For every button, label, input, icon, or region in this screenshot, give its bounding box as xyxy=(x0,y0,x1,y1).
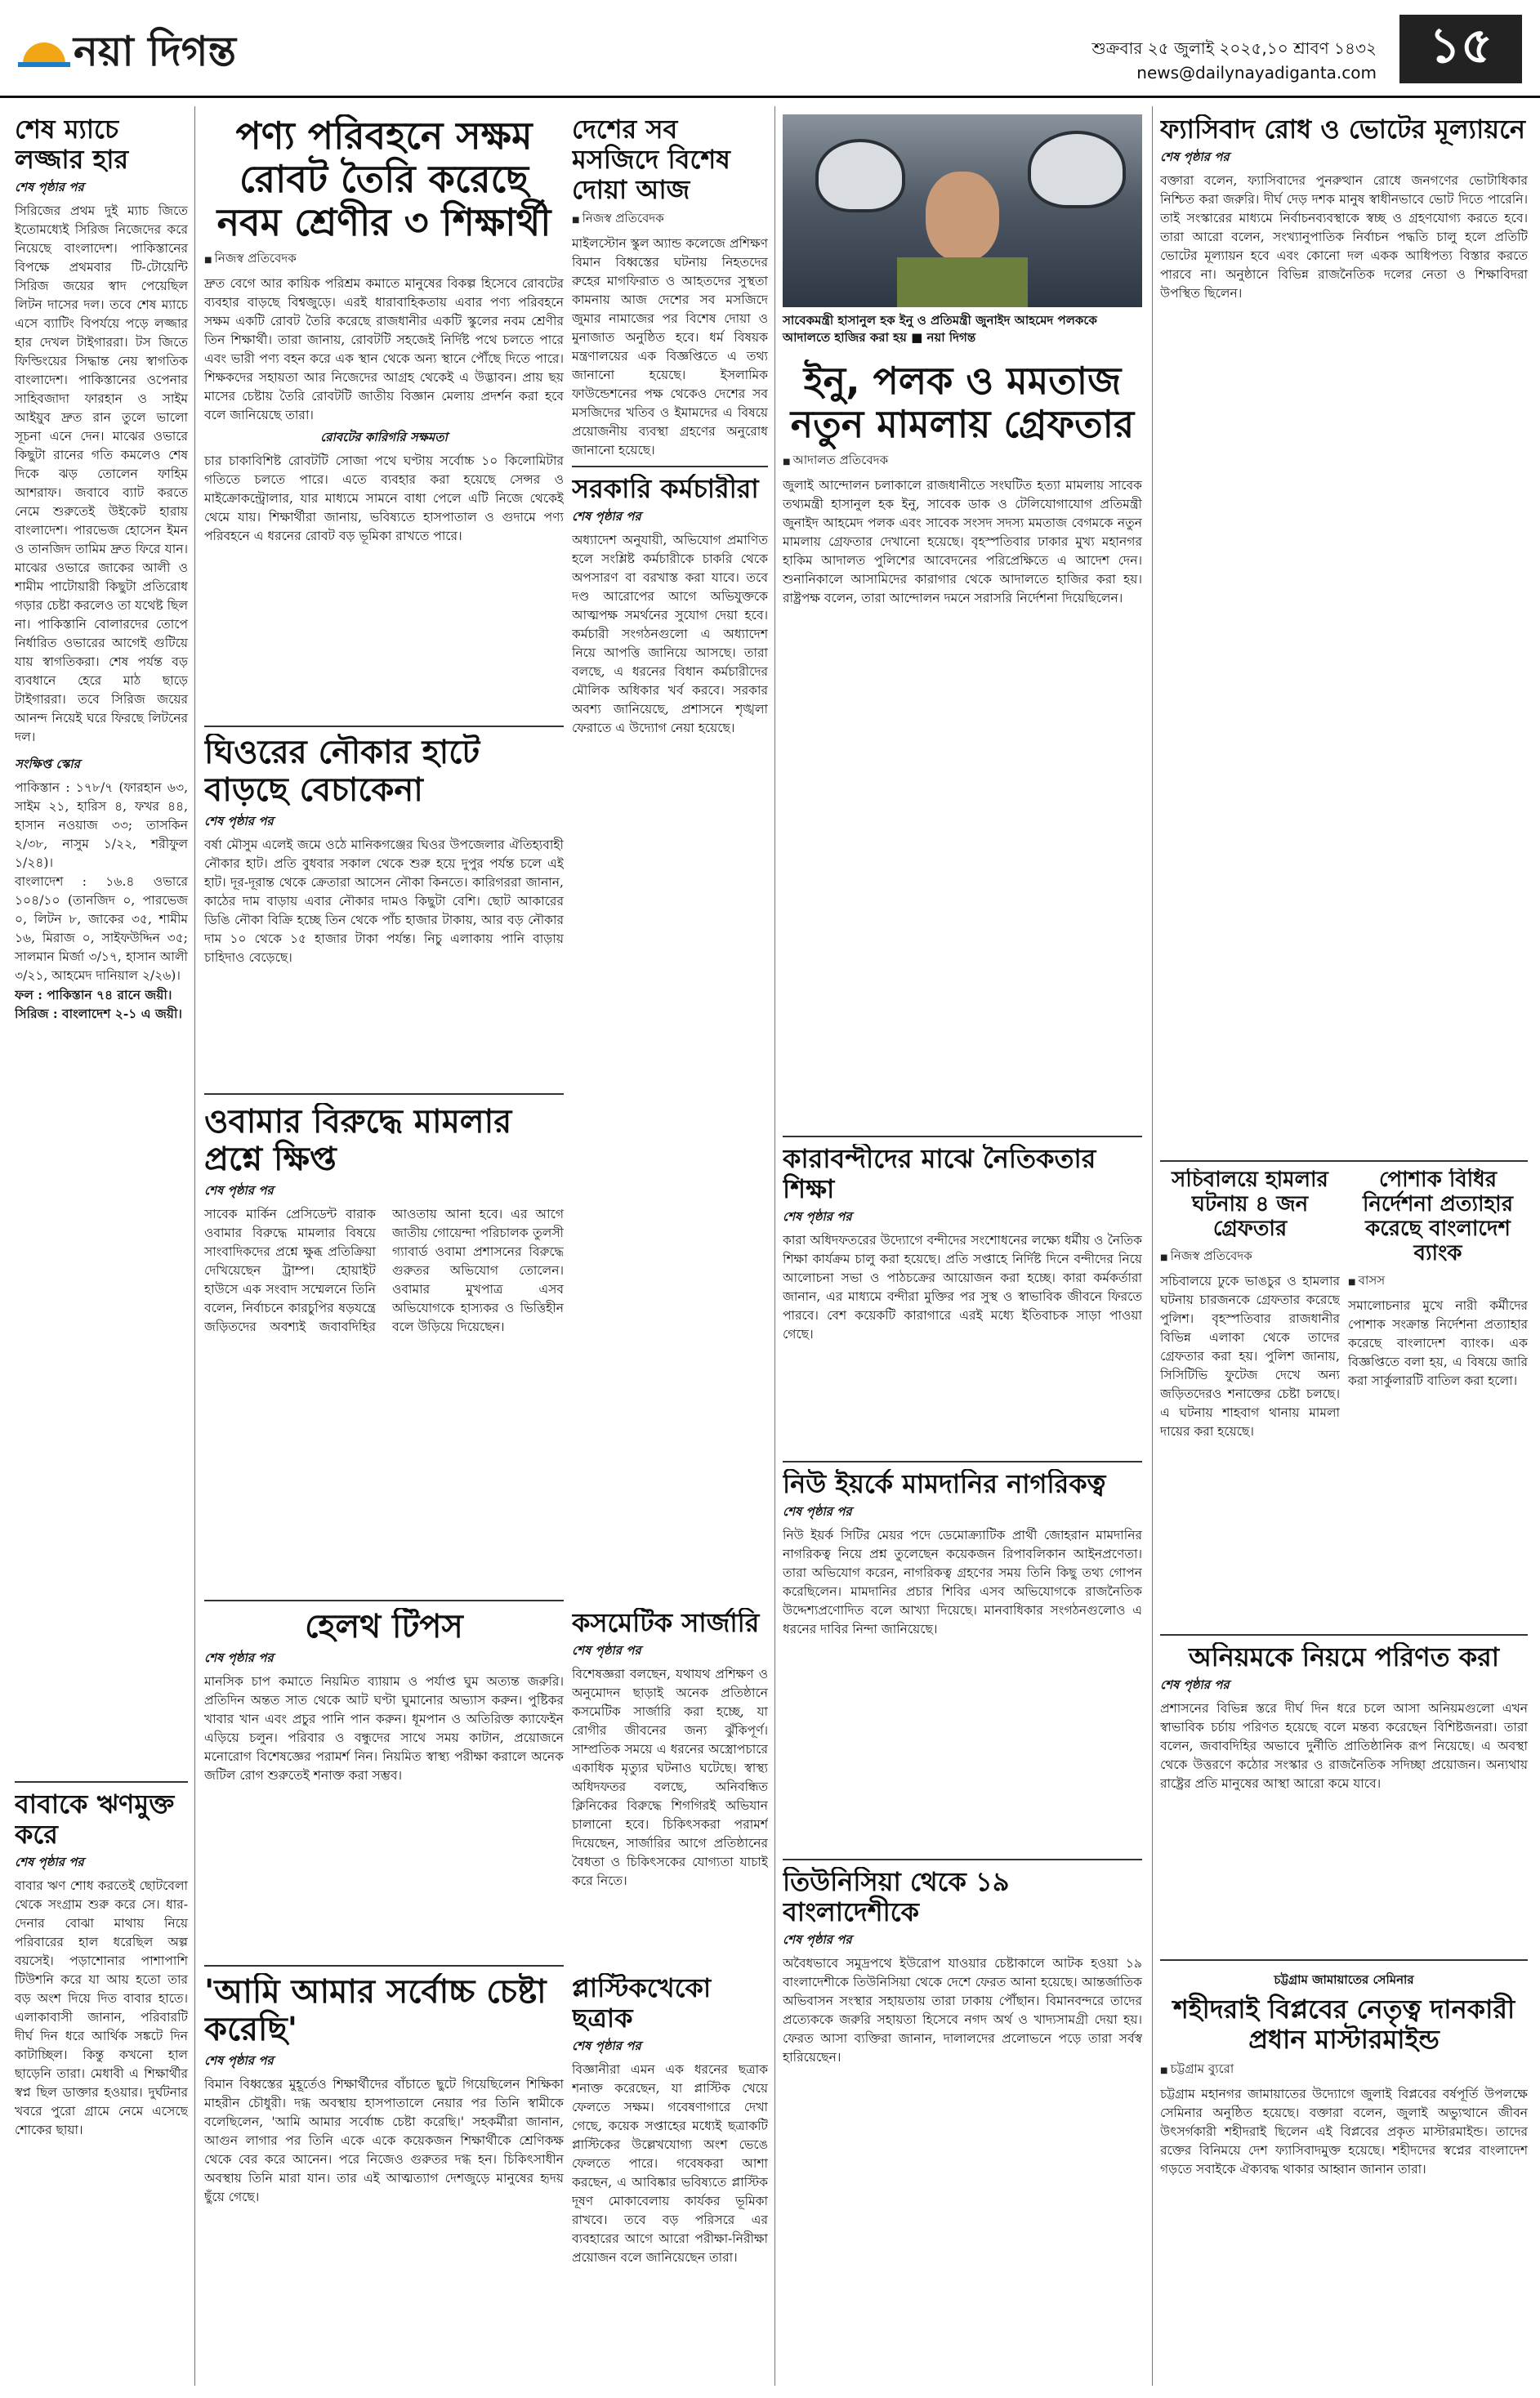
page-number: ১৫ xyxy=(1399,15,1522,83)
continued-label: শেষ পৃষ্ঠার পর xyxy=(572,1642,641,1658)
article-headline[interactable]: 'আমি আমার সর্বোচ্চ চেষ্টা করেছি' xyxy=(204,1973,547,2048)
article-headline[interactable]: সরকারি কর্মচারীরা xyxy=(572,474,759,504)
police-helmet-icon xyxy=(815,139,905,212)
article-inu-palak[interactable] xyxy=(783,359,1142,1128)
byline: ■ নিজস্ব প্রতিবেদক xyxy=(204,249,564,270)
continued-label: শেষ পৃষ্ঠার পর xyxy=(15,179,84,194)
person-shirt-icon xyxy=(897,257,1028,307)
article-irregularity[interactable] xyxy=(1160,1642,1528,1953)
article-body: সচিবালয়ে ঢুকে ভাঙচুর ও হামলার ঘটনায় চারজনকে গ্রেফতার করেছে পুলিশ। বৃহস্পতিবার রাজধানীর বিভিন্ন এলাকা থেকে তাদের গ্রেফতার করা হয়। পুলিশ জানায়, সিসিটিভি ফুটেজ দেখে অন্য জড়িতদেরও শনাক্তের চেষ্টা চলছে। এ ঘটনায় শাহবাগ থানায় মামলা দায়ের করা হয়েছে। xyxy=(1160,1273,1340,1439)
score-bangladesh: বাংলাদেশ : ১৬.৪ ওভারে ১০৪/১০ (তানজিদ ০, পারভেজ ০, লিটন ৮, জাকের ৩৫, শামীম ১৬, মিরাজ ০, সাইফউদ্দিন ৩৫; সালমান মির্জা ৩/১৭, হাসান আলী ৩/২১, আহমেদ দানিয়াল ২/২৬)। xyxy=(15,873,188,983)
article-headline[interactable]: সচিবালয়ে হামলার ঘটনায় ৪ জন গ্রেফতার xyxy=(1172,1168,1328,1241)
continued-label: শেষ পৃষ্ঠার পর xyxy=(572,508,641,524)
article-father-debt[interactable] xyxy=(15,1789,188,2378)
article-body: বক্তারা বলেন, ফ্যাসিবাদের পুনরুত্থান রোধে জনগণের ভোটাধিকার নিশ্চিত করা জরুরি। দীর্ঘ দেড় দশক মানুষ স্বাধীনভাবে ভোট দিতে পারেনি। তাই সংস্কারের মাধ্যমে নির্বাচনব্যবস্থাকে স্বচ্ছ ও গ্রহণযোগ্য করতে হবে। তারা আরো বলেন, সংখ্যানুপাতিক নির্বাচন পদ্ধতি চালু হলে প্রতিটি ভোটের মূল্যায়ন হবে এবং কোনো দল একক আধিপত্য বিস্তার করতে পারবে না। অনুষ্ঠানে বিভিন্ন রাজনৈতিক দলের নেতা ও শিক্ষাবিদরা উপস্থিত ছিলেন। xyxy=(1160,172,1528,301)
article-divider xyxy=(1160,1959,1528,1961)
article-body: বাবার ঋণ শোধ করতেই ছোটবেলা থেকে সংগ্রাম শুরু করে সে। ধার-দেনার বোঝা মাথায় নিয়ে পরিবারের হাল ধরেছিল অল্প বয়সেই। পড়াশোনার পাশাপাশি টিউশনি করে যা আয় হতো তার বড় অংশ দিয়ে দিত বাবার হাতে। এলাকাবাসী জানান, পরিবারটি দীর্ঘ দিন ধরে আর্থিক সঙ্কটে দিন কাটাচ্ছিল। কিন্তু কখনো হাল ছাড়েনি তারা। মেধাবী এ শিক্ষার্থীর স্বপ্ন ছিল ডাক্তার হওয়ার। দুর্ঘটনার খবরে পুরো গ্রামে নেমে এসেছে শোকের ছায়া। xyxy=(15,1878,188,2137)
article-body: মাইলস্টোন স্কুল অ্যান্ড কলেজে প্রশিক্ষণ বিমান বিধ্বস্তের ঘটনায় নিহতদের রুহের মাগফিরাত ও আহতদের সুস্থতা কামনায় আজ দেশের সব মসজিদে জুমার নামাজের পর বিশেষ দোয়া ও মুনাজাত অনুষ্ঠিত হবে। ধর্ম বিষয়ক মন্ত্রণালয়ের এক বিজ্ঞপ্তিতে এ তথ্য জানানো হয়েছে। ইসলামিক ফাউন্ডেশনের পক্ষ থেকেও দেশের সব মসজিদের খতিব ও ইমামদের এ বিষয়ে প্রয়োজনীয় ব্যবস্থা গ্রহণের অনুরোধ জানানো হয়েছে। xyxy=(572,236,768,458)
byline: ■ নিজস্ব প্রতিবেদক xyxy=(1160,1247,1340,1267)
byline: ■ আদালত প্রতিবেদক xyxy=(783,451,1142,471)
article-body: বিজ্ঞানীরা এমন এক ধরনের ছত্রাক শনাক্ত করেছেন, যা প্লাস্টিক খেয়ে ফেলতে সক্ষম। গবেষণাগারে দেখা গেছে, কয়েক সপ্তাহের মধ্যেই ছত্রাকটি প্লাস্টিকের উল্লেখযোগ্য অংশ ভেঙে ফেলতে পারে। গবেষকরা আশা করছেন, এ আবিষ্কার ভবিষ্যতে প্লাস্টিক দূষণ মোকাবেলায় কার্যকর ভূমিকা রাখবে। তবে বড় পরিসরে এর ব্যবহারের আগে আরো পরীক্ষা-নিরীক্ষা প্রয়োজন বলে জানিয়েছেন তারা। xyxy=(572,2061,768,2265)
article-headline[interactable]: শহীদরাই বিপ্লবের নেতৃত্ব দানকারী প্রধান মাস্টারমাইন্ড xyxy=(1172,1994,1515,2055)
article-headline[interactable]: কারাবন্দীদের মাঝে নৈতিকতার শিক্ষা xyxy=(783,1144,1096,1204)
continued-label: শেষ পৃষ্ঠার পর xyxy=(783,1503,852,1519)
byline: ■ বাসস xyxy=(1348,1271,1528,1292)
article-divider xyxy=(783,1859,1142,1860)
issue-date: শুক্রবার ২৫ জুলাই ২০২৫,১০ শ্রাবণ ১৪৩২ xyxy=(1091,38,1377,58)
photo-caption: সাবেকমন্ত্রী হাসানুল হক ইনু ও প্রতিমন্ত্রী জুনাইদ আহমেদ পলককে আদালতে হাজির করা হয় ■ নয়া দিগন্ত xyxy=(783,313,1097,345)
article-body: প্রশাসনের বিভিন্ন স্তরে দীর্ঘ দিন ধরে চলে আসা অনিয়মগুলো এখন স্বাভাবিক চর্চায় পরিণত হয়েছে বলে মন্তব্য করেছেন বিশিষ্টজনরা। তারা বলেন, জবাবদিহির অভাবে দুর্নীতি প্রাতিষ্ঠানিক রূপ নিয়েছে। এ অবস্থা থেকে উত্তরণে কঠোর সংস্কার ও রাজনৈতিক সদিচ্ছা প্রয়োজন। অন্যথায় রাষ্ট্রের প্রতি মানুষের আস্থা আরো কমে যাবে। xyxy=(1160,1700,1528,1791)
article-body: জুলাই আন্দোলন চলাকালে রাজধানীতে সংঘটিত হত্যা মামলায় সাবেক তথ্যমন্ত্রী হাসানুল হক ইনু, সাবেক ডাক ও টেলিযোগাযোগ প্রতিমন্ত্রী জুনাইদ আহমেদ পলক এবং সাবেক সংসদ সদস্য মমতাজ বেগমকে নতুন মামলায় গ্রেফতার দেখানো হয়েছে। বৃহস্পতিবার ঢাকার মুখ্য মহানগর হাকিম আদালত পুলিশের আবেদনের পরিপ্রেক্ষিতে এ আদেশ দেন। শুনানিকালে আসামিদের কারাগার থেকে আদালতে হাজির করা হয়। রাষ্ট্রপক্ষ বলেন, তারা আন্দোলন দমনে সরাসরি নির্দেশনা দিয়েছিলেন। xyxy=(783,477,1142,605)
article-headline[interactable]: তিউনিসিয়া থেকে ১৯ বাংলাদেশীকে xyxy=(783,1867,1010,1927)
article-body: সিরিজের প্রথম দুই ম্যাচ জিতে ইতোমধ্যেই সিরিজ নিজেদের করে নিয়েছে বাংলাদেশ। পাকিস্তানের বিপক্ষে প্রথমবার টি-টোয়েন্টি সিরিজ জয়ের স্বাদ পেয়েছিল লিটন দাসের দল। তবে শেষ ম্যাচে এসে ব্যাটিং বিপর্যয়ে পড়ে লজ্জার হার দেখল টাইগাররা। টস জিতে ফিল্ডিংয়ের সিদ্ধান্ত নেয় স্বাগতিক বাংলাদেশ। পাকিস্তানের ওপেনার সাহিবজাদা ফারহান ও সাইম আইয়ুব দ্রুত রান তুলে ভালো সূচনা এনে দেন। মাঝের ওভারে কিছুটা রানের গতি কমলেও শেষ দিকে ঝড় তোলেন ফাহিম আশরাফ। জবাবে ব্যাট করতে নেমে শুরুতেই উইকেট হারায় বাংলাদেশ। পারভেজ হোসেন ইমন ও তানজিদ তামিম দ্রুত ফিরে যান। মাঝের ওভারে জাকের আলী ও শামীম পাটোয়ারী কিছুটা প্রতিরোধ গড়ার চেষ্টা করলেও তা যথেষ্ট ছিল না। পাকিস্তানি বোলারদের তোপে নির্ধারিত ওভারের আগেই গুটিয়ে যায় স্বাগতিকরা। শেষ পর্যন্ত বড় ব্যবধানে হেরে মাঠ ছাড়ে টাইগাররা। তবে সিরিজ জয়ের আনন্দ নিয়েই ঘরে ফিরছে লিটনের দল। xyxy=(15,203,188,744)
article-body: বিমান বিধ্বস্তের মুহূর্তেও শিক্ষার্থীদের বাঁচাতে ছুটে গিয়েছিলেন শিক্ষিকা মাহরীন চৌধুরী। দগ্ধ অবস্থায় হাসপাতালে নেয়ার পর তিনি স্বামীকে বলেছিলেন, 'আমি আমার সর্বোচ্চ চেষ্টা করেছি।' সহকর্মীরা জানান, আগুন লাগার পর তিনি একে একে কয়েকজন শিক্ষার্থীকে শ্রেণিকক্ষ থেকে বের করে আনেন। পরে নিজেও গুরুতর দগ্ধ হন। চিকিৎসাধীন অবস্থায় তিনি মারা যান। তার এই আত্মত্যাগ দেশজুড়ে মানুষের হৃদয় ছুঁয়ে গেছে। xyxy=(204,2077,564,2204)
continued-label: শেষ পৃষ্ঠার পর xyxy=(204,2053,274,2068)
article-headline[interactable]: নিউ ইয়র্কে মামদানির নাগরিকত্ব xyxy=(783,1469,1106,1499)
caption-text: সাবেকমন্ত্রী হাসানুল হক ইনু ও প্রতিমন্ত্রী জুনাইদ আহমেদ পলককে আদালতে হাজির করা হয় xyxy=(783,313,1097,345)
article-divider xyxy=(783,1461,1142,1462)
continued-label: শেষ পৃষ্ঠার পর xyxy=(204,1183,274,1198)
article-body: বর্ষা মৌসুম এলেই জমে ওঠে মানিকগঞ্জের ঘিওর উপজেলার ঐতিহ্যবাহী নৌকার হাট। প্রতি বুধবার সকাল থেকে শুরু হয়ে দুপুর পর্যন্ত চলে এই হাট। দূর-দূরান্ত থেকে ক্রেতারা আসেন নৌকা কিনতে। কারিগররা জানান, কাঠের দাম বাড়ায় এবার নৌকার দামও কিছুটা বেশি। ছোট আকারের ডিঙি নৌকা বিক্রি হচ্ছে তিন থেকে পাঁচ হাজার টাকায়, আর বড় নৌকার দাম ১০ থেকে ১৫ হাজার টাকা পর্যন্ত। নিচু এলাকায় পানি বাড়ায় চাহিদাও বেড়েছে। xyxy=(204,837,564,965)
article-headline[interactable]: ইনু, পলক ও মমতাজ নতুন মামলায় গ্রেফতার xyxy=(790,359,1135,446)
column-divider xyxy=(774,106,775,2386)
article-health-tips[interactable] xyxy=(204,1608,564,1959)
article-divider xyxy=(204,726,564,727)
article-tunisia[interactable] xyxy=(783,1867,1142,2382)
masthead xyxy=(0,0,1540,98)
article-body: বিশেষজ্ঞরা বলছেন, যথাযথ প্রশিক্ষণ ও অনুমোদন ছাড়াই অনেক প্রতিষ্ঠানে কসমেটিক সার্জারি করা হচ্ছে, যা রোগীর জীবনের জন্য ঝুঁকিপূর্ণ। সাম্প্রতিক সময়ে এ ধরনের অস্ত্রোপচারে একাধিক মৃত্যুর ঘটনাও ঘটেছে। স্বাস্থ্য অধিদফতর বলছে, অনিবন্ধিত ক্লিনিকের বিরুদ্ধে শিগগিরই অভিযান চালানো হবে। চিকিৎসকরা পরামর্শ দিয়েছেন, সার্জারির আগে প্রতিষ্ঠানের বৈধতা ও চিকিৎসকের যোগ্যতা যাচাই করে নিতে। xyxy=(572,1666,768,1888)
column-divider xyxy=(194,106,195,2386)
article-kicker: চট্টগ্রাম জামায়াতের সেমিনার xyxy=(1274,1972,1414,1987)
contact-email[interactable]: news@dailynayadiganta.com xyxy=(1136,63,1377,83)
byline: ■ চট্টগ্রাম ব্যুরো xyxy=(1160,2060,1528,2080)
article-prisoners[interactable] xyxy=(783,1144,1142,1454)
byline: ■ নিজস্ব প্রতিবেদক xyxy=(572,209,768,230)
article-divider xyxy=(572,466,768,467)
article-headline[interactable]: পণ্য পরিবহনে সক্ষম রোবট তৈরি করেছে নবম শ্রেণীর ৩ শিক্ষার্থী xyxy=(216,114,551,244)
article-body: সমালোচনার মুখে নারী কর্মীদের পোশাক সংক্রান্ত নির্দেশনা প্রত্যাহার করেছে বাংলাদেশ ব্যাংক। এক বিজ্ঞপ্তিতে বলা হয়, এ বিষয়ে জারি করা সার্কুলারটি বাতিল করা হলো। xyxy=(1348,1297,1528,1388)
score-pakistan: পাকিস্তান : ১৭৮/৭ (ফারহান ৬৩, সাইম ২১, হারিস ৪, ফখর ৪৪, হাসান নওয়াজ ৩৩; তাসকিন ২/৩৮, নাসুম ১/২২, শরীফুল ১/২৪)। xyxy=(15,779,188,870)
column-divider xyxy=(1152,106,1153,2386)
article-headline[interactable]: ওবামার বিরুদ্ধে মামলার প্রশ্নে ক্ষিপ্ত xyxy=(204,1103,512,1178)
scoreboard-title: সংক্ষিপ্ত স্কোর xyxy=(15,756,80,771)
continued-label: শেষ পৃষ্ঠার পর xyxy=(1160,149,1230,164)
article-headline[interactable]: পোশাক বিধির নির্দেশনা প্রত্যাহার করেছে বাংলাদেশ ব্যাংক xyxy=(1362,1168,1514,1266)
article-cosmetic-surgery[interactable] xyxy=(572,1608,768,1959)
article-secretariat[interactable] xyxy=(1160,1168,1340,1626)
article-headline[interactable]: হেলথ টিপস xyxy=(305,1608,463,1646)
article-headline[interactable]: প্লাস্টিকখেকো ছত্রাক xyxy=(572,1973,712,2034)
sun-logo-icon xyxy=(18,39,70,72)
continued-label: শেষ পৃষ্ঠার পর xyxy=(783,1208,852,1224)
article-subhead: রোবটের কারিগরি সক্ষমতা xyxy=(320,429,448,444)
continued-label: শেষ পৃষ্ঠার পর xyxy=(15,1854,84,1869)
continued-label: শেষ পৃষ্ঠার পর xyxy=(1160,1677,1230,1692)
article-govt-employees[interactable] xyxy=(572,474,768,1078)
article-obama[interactable] xyxy=(204,1103,564,1593)
article-body: মানসিক চাপ কমাতে নিয়মিত ব্যায়াম ও পর্যাপ্ত ঘুম অত্যন্ত জরুরি। প্রতিদিন অন্তত সাত থেকে আট ঘণ্টা ঘুমানোর অভ্যাস করুন। পুষ্টিকর খাবার খান এবং প্রচুর পানি পান করুন। ধূমপান ও অতিরিক্ত ক্যাফেইন এড়িয়ে চলুন। পরিবার ও বন্ধুদের সাথে সময় কাটান, প্রয়োজনে মনোরোগ বিশেষজ্ঞের পরামর্শ নিন। নিয়মিত স্বাস্থ্য পরীক্ষা করালে অনেক জটিল রোগ শুরুতেই শনাক্ত করা সম্ভব। xyxy=(204,1674,564,1783)
article-body-2: চার চাকাবিশিষ্ট রোবটটি সোজা পথে ঘণ্টায় সর্বোচ্চ ১০ কিলোমিটার গতিতে চলতে পারে। এতে ব্যবহার করা হয়েছে সেন্সর ও মাইক্রোকন্ট্রোলার, যার মাধ্যমে সামনে বাধা পেলে এটি নিজে থেকেই থেমে যায়। শিক্ষার্থীরা জানায়, ভবিষ্যতে হাসপাতাল ও গুদামে পণ্য পরিবহনে এ ধরনের রোবট বড় ভূমিকা রাখতে পারে। xyxy=(204,453,564,543)
article-mosque-prayer[interactable] xyxy=(572,114,768,458)
article-robot[interactable] xyxy=(204,114,564,719)
police-helmet-icon xyxy=(1028,131,1126,208)
article-divider xyxy=(15,1781,188,1783)
article-teacher[interactable] xyxy=(204,1973,564,2382)
article-divider xyxy=(204,1965,564,1967)
newspaper-logo[interactable] xyxy=(18,21,236,89)
news-photo[interactable] xyxy=(783,114,1142,307)
article-body: দ্রুত বেগে আর কায়িক পরিশ্রম কমাতে মানুষের বিকল্প হিসেবে রোবটের ব্যবহার বাড়ছে বিশ্বজুড়ে। এরই ধারাবাহিকতায় এবার পণ্য পরিবহনে সক্ষম একটি রোবট তৈরি করেছে রাজধানীর একটি স্কুলের নবম শ্রেণীর তিন শিক্ষার্থী। তারা জানায়, রোবটটি সহজেই নির্দিষ্ট পথে চলতে পারে এবং ভারী পণ্য বহন করে এক স্থান থেকে অন্য স্থানে পৌঁছে দিতে পারে। শিক্ষকদের সহায়তা আর নিজেদের আগ্রহ থেকেই এ উদ্ভাবন। প্রায় ছয় মাসের চেষ্টায় তৈরি রোবটটি জাতীয় বিজ্ঞান মেলায় প্রদর্শন করা হবে বলে জানিয়েছে তারা। xyxy=(204,275,564,422)
article-body: সাবেক মার্কিন প্রেসিডেন্ট বারাক ওবামার বিরুদ্ধে মামলার বিষয়ে সাংবাদিকদের প্রশ্নে ক্ষুব্ধ প্রতিক্রিয়া দেখিয়েছেন ট্রাম্প। হোয়াইট হাউসে এক সংবাদ সম্মেলনে তিনি বলেন, নির্বাচনে কারচুপির ষড়যন্ত্রে জড়িতদের অবশ্যই জবাবদিহির আওতায় আনা হবে। এর আগে জাতীয় গোয়েন্দা পরিচালক তুলসী গ্যাবার্ড ওবামা প্রশাসনের বিরুদ্ধে গুরুতর অভিযোগ তোলেন। ওবামার মুখপাত্র এসব অভিযোগকে হাস্যকর ও ভিত্তিহীন বলে উড়িয়ে দিয়েছেন। xyxy=(204,1207,564,1334)
article-headline[interactable]: অনিয়মকে নিয়মে পরিণত করা xyxy=(1188,1642,1500,1672)
person-face-icon xyxy=(926,172,999,261)
article-headline[interactable]: ফ্যাসিবাদ রোধ ও ভোটের মূল্যায়নে xyxy=(1160,114,1526,145)
article-headline[interactable]: ঘিওরের নৌকার হাটে বাড়ছে বেচাকেনা xyxy=(204,734,480,809)
article-mamdani[interactable] xyxy=(783,1469,1142,1853)
dateline xyxy=(1092,36,1377,85)
article-dress-code[interactable] xyxy=(1348,1168,1528,1626)
article-divider xyxy=(783,1136,1142,1137)
article-body: চট্টগ্রাম মহানগর জামায়াতের উদ্যোগে জুলাই বিপ্লবের বর্ষপূর্তি উপলক্ষে সেমিনার অনুষ্ঠিত হয়েছে। বক্তারা বলেন, জুলাই অভ্যুত্থানে জীবন উৎসর্গকারী শহীদরাই ছিলেন এই বিপ্লবের প্রকৃত মাস্টারমাইন্ড। তাদের রক্তের বিনিময়ে দেশ ফ্যাসিবাদমুক্ত হয়েছে। শহীদদের স্বপ্নের বাংলাদেশ গড়তে সবাইকে ঐক্যবদ্ধ থাকার আহ্বান জানান তারা। xyxy=(1160,2086,1528,2177)
article-body: অধ্যাদেশ অনুযায়ী, অভিযোগ প্রমাণিত হলে সংশ্লিষ্ট কর্মচারীকে চাকরি থেকে অপসারণ বা বরখাস্ত করা যাবে। তবে দণ্ড আরোপের আগে অভিযুক্তকে আত্মপক্ষ সমর্থনের সুযোগ দেয়া হবে। কর্মচারী সংগঠনগুলো এ অধ্যাদেশ নিয়ে আপত্তি জানিয়ে আসছে। তারা বলছে, এ ধরনের বিধান কর্মচারীদের মৌলিক অধিকার খর্ব করবে। সরকার অবশ্য জানিয়েছে, প্রশাসনে শৃঙ্খলা ফেরাতে এ উদ্যোগ নেয়া হয়েছে। xyxy=(572,532,768,735)
article-headline[interactable]: শেষ ম্যাচে লজ্জার হার xyxy=(15,114,129,175)
article-divider xyxy=(1160,1634,1528,1636)
article-body: কারা অধিদফতরের উদ্যোগে বন্দীদের সংশোধনের লক্ষ্যে ধর্মীয় ও নৈতিক শিক্ষা কার্যক্রম চালু করা হয়েছে। প্রতি সপ্তাহে নির্দিষ্ট দিনে বন্দীদের নিয়ে আলোচনা সভা ও পাঠচক্রের আয়োজন করা হচ্ছে। কারা কর্মকর্তারা জানান, এর মাধ্যমে বন্দীরা মুক্তির পর সুস্থ ও স্বাভাবিক জীবনে ফিরতে পারবে। বেশ কয়েকটি কারাগারে এরই মধ্যে ইতিবাচক সাড়া পাওয়া গেছে। xyxy=(783,1232,1142,1342)
article-headline[interactable]: দেশের সব মসজিদে বিশেষ দোয়া আজ xyxy=(572,114,730,205)
article-fascism[interactable] xyxy=(1160,114,1528,1152)
article-divider xyxy=(1160,1160,1528,1162)
continued-label: শেষ পৃষ্ঠার পর xyxy=(783,1931,852,1947)
article-headline[interactable]: বাবাকে ঋণমুক্ত করে xyxy=(15,1789,175,1850)
article-cricket[interactable] xyxy=(15,114,188,1773)
article-martyrs[interactable] xyxy=(1160,1967,1528,2384)
article-boat-market[interactable] xyxy=(204,734,564,1085)
continued-label: শেষ পৃষ্ঠার পর xyxy=(204,814,274,828)
article-headline[interactable]: কসমেটিক সার্জারি xyxy=(572,1608,760,1638)
article-divider xyxy=(204,1600,564,1601)
series-result: সিরিজ : বাংলাদেশ ২-১ এ জয়ী। xyxy=(15,1005,182,1021)
continued-label: শেষ পৃষ্ঠার পর xyxy=(572,2038,641,2053)
article-body: অবৈধভাবে সমুদ্রপথে ইউরোপ যাওয়ার চেষ্টাকালে আটক হওয়া ১৯ বাংলাদেশীকে তিউনিসিয়া থেকে দেশে ফেরত আনা হয়েছে। আন্তর্জাতিক অভিবাসন সংস্থার সহায়তায় তারা ঢাকায় পৌঁছান। বিমানবন্দরে তাদের প্রত্যেককে জরুরি সহায়তা হিসেবে নগদ অর্থ ও খাদ্যসামগ্রী দেয়া হয়। ফেরত আসা ব্যক্তিরা জানান, দালালদের প্রলোভনে পড়ে তারা সর্বস্ব হারিয়েছেন। xyxy=(783,1955,1142,2065)
match-result: ফল : পাকিস্তান ৭৪ রানে জয়ী। xyxy=(15,986,172,1003)
article-divider xyxy=(204,1093,564,1095)
photo-credit: নয়া দিগন্ত xyxy=(926,330,976,345)
logo-text: নয়া দিগন্ত xyxy=(74,28,237,75)
continued-label: শেষ পৃষ্ঠার পর xyxy=(204,1650,274,1665)
article-body: নিউ ইয়র্ক সিটির মেয়র পদে ডেমোক্র্যাটিক প্রার্থী জোহরান মামদানির নাগরিকত্ব নিয়ে প্রশ্ন তুলেছেন কয়েকজন রিপাবলিকান আইনপ্রণেতা। তারা অভিযোগ করেন, নাগরিকত্ব গ্রহণের সময় তিনি কিছু তথ্য গোপন করেছিলেন। মামদানির প্রচার শিবির এসব অভিযোগকে রাজনৈতিক উদ্দেশ্যপ্রণোদিত বলে আখ্যা দিয়েছে। মানবাধিকার সংগঠনগুলোও এ ধরনের দাবির নিন্দা জানিয়েছে। xyxy=(783,1527,1142,1637)
article-plastic-fungus[interactable] xyxy=(572,1973,768,2382)
